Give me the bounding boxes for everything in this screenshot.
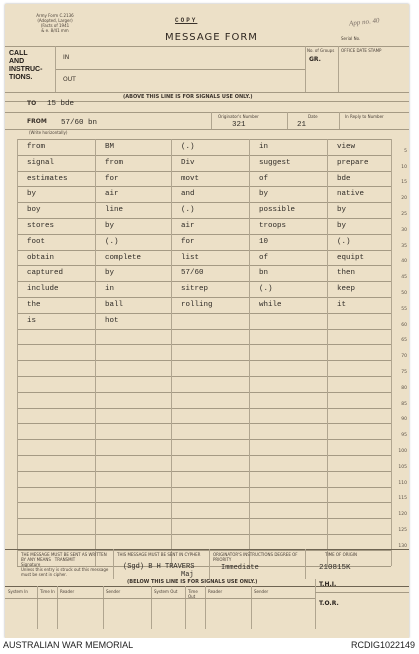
to-rule xyxy=(5,112,409,113)
message-word: captured xyxy=(27,269,64,278)
message-word: equipt xyxy=(337,253,365,262)
line-number: 100 xyxy=(398,449,407,454)
sent-as-written-label: THE MESSAGE MUST BE SENT AS WRITTEN BY ANY MEANS TRANSMIT Signature Unless this entry is struck out this message must be sent in cipher. xyxy=(21,552,109,577)
degree-of-priority-label: ORIGINATOR'S INSTRUCTIONS DEGREE OF PRIORITY xyxy=(213,552,298,562)
line-number: 70 xyxy=(401,354,407,360)
message-word: (.) xyxy=(105,237,119,246)
line-number: 130 xyxy=(398,543,407,549)
message-word: bn xyxy=(259,269,269,278)
line-number: 35 xyxy=(401,243,407,249)
message-word: air xyxy=(181,222,195,230)
message-word: prepare xyxy=(337,158,369,167)
grid-row-line xyxy=(17,534,391,535)
grid-row-line xyxy=(17,408,391,409)
header-rule-mid xyxy=(55,69,305,70)
signals-column-divider xyxy=(37,586,38,629)
grid-row-line xyxy=(17,376,391,377)
grid-row-line xyxy=(17,250,391,251)
grid-row-line xyxy=(17,360,391,361)
date-label: Date xyxy=(308,114,318,119)
grid-column-line xyxy=(17,139,18,566)
line-number: 125 xyxy=(398,528,407,533)
message-word: obtain xyxy=(27,253,55,262)
grid-column-line xyxy=(171,139,172,566)
line-number: 30 xyxy=(401,227,407,233)
line-number: 75 xyxy=(401,370,407,375)
time-of-origin-value: 210815K xyxy=(319,564,351,572)
line-number: 10 xyxy=(401,164,407,170)
line-number: 110 xyxy=(398,480,407,486)
grid-row-line xyxy=(17,218,391,219)
message-word: movt xyxy=(181,174,200,183)
message-word: signal xyxy=(27,158,55,167)
signals-column-divider xyxy=(205,586,206,629)
message-word: rolling xyxy=(181,301,213,309)
message-word: troops xyxy=(259,222,287,230)
grid-row-line xyxy=(17,297,391,298)
signals-only-line-top: (ABOVE THIS LINE IS FOR SIGNALS USE ONLY.) xyxy=(123,94,253,100)
no-of-groups-label: No. of Groups xyxy=(307,48,335,53)
line-number: 120 xyxy=(398,512,407,518)
signature-value: (Sgd) B H TRAVERS xyxy=(123,563,195,571)
header-divider-2 xyxy=(305,46,306,92)
gr-label: GR. xyxy=(309,56,321,63)
to-value: 15 bde xyxy=(47,100,75,108)
signals-column-divider xyxy=(251,586,252,629)
from-divider-3 xyxy=(339,112,340,129)
header-rule-bottom xyxy=(5,92,409,93)
call-and-instructions: CALL AND INSTRUC- TIONS. xyxy=(9,50,43,81)
archive-footer xyxy=(0,638,419,654)
signals-column-label: System In xyxy=(8,589,28,594)
message-word: of xyxy=(259,253,269,262)
grid-row-line xyxy=(17,234,391,235)
line-number: 5 xyxy=(404,148,407,154)
signals-column-divider xyxy=(185,586,186,629)
grid-column-line xyxy=(249,139,250,566)
message-word: hot xyxy=(105,316,119,325)
message-word: (.) xyxy=(181,143,195,151)
line-number: 65 xyxy=(401,338,407,344)
line-number: 95 xyxy=(401,433,407,439)
grid-row-line xyxy=(17,392,391,393)
to-label: TO xyxy=(27,100,37,107)
header-divider-1 xyxy=(55,46,56,92)
grid-row-line xyxy=(17,155,391,156)
message-word: stores xyxy=(27,222,55,230)
grid-row-line xyxy=(17,186,391,187)
archive-item-id: RCDIG1022149 xyxy=(350,640,415,650)
message-word: suggest xyxy=(259,158,291,167)
message-word: from xyxy=(105,158,124,167)
message-word: of xyxy=(259,174,269,183)
form-title: MESSAGE FORM xyxy=(165,32,258,43)
office-date-stamp-label: OFFICE DATE STAMP xyxy=(341,48,382,53)
in-reply-label: In Reply to Number xyxy=(345,114,384,119)
bottom-divider-3 xyxy=(305,549,306,579)
grid-row-line xyxy=(17,487,391,488)
out-label: OUT xyxy=(63,76,76,83)
message-word: for xyxy=(181,237,195,246)
tor-label: T.O.R. xyxy=(319,600,339,607)
line-number: 90 xyxy=(401,417,407,423)
message-word: estimates xyxy=(27,174,68,183)
bottom-divider-1 xyxy=(113,549,114,579)
message-word: line xyxy=(105,206,124,215)
message-word: by xyxy=(259,190,269,199)
thi-divider xyxy=(315,579,316,629)
grid-column-line xyxy=(327,139,328,566)
grid-row-line xyxy=(17,281,391,282)
message-word: possible xyxy=(259,206,296,215)
line-number: 20 xyxy=(401,196,407,202)
grid-column-line xyxy=(95,139,96,566)
army-form-reference: Army Form C.2136 (Adopted, Larger) (Facts of 1941 & e. 8/41 mm xyxy=(36,13,74,33)
signals-column-divider xyxy=(57,586,58,629)
message-word: complete xyxy=(105,253,142,262)
bottom-rule-signals xyxy=(5,586,409,587)
signals-header-rule xyxy=(5,598,315,599)
message-word: by xyxy=(105,222,115,230)
message-word: foot xyxy=(27,237,46,246)
grid-row-line xyxy=(17,313,391,314)
line-number: 40 xyxy=(401,259,407,265)
bottom-divider-2 xyxy=(209,549,210,579)
message-word: bde xyxy=(337,174,351,183)
line-number: 55 xyxy=(401,306,407,312)
line-number: 80 xyxy=(401,385,407,391)
header-rule-top xyxy=(5,46,409,47)
message-word: from xyxy=(27,143,46,151)
message-word: 10 xyxy=(259,237,269,246)
message-word: by xyxy=(27,190,37,199)
message-word: BM xyxy=(105,143,115,151)
line-number: 45 xyxy=(401,275,407,281)
signals-column-label: Sender xyxy=(254,589,269,594)
in-label: IN xyxy=(63,54,70,61)
signals-column-label: Time In xyxy=(40,589,55,594)
signals-column-label: System Out xyxy=(154,589,178,594)
message-word: view xyxy=(337,143,356,151)
signals-column-divider xyxy=(103,586,104,629)
message-word: 57/60 xyxy=(181,269,204,278)
signals-column-label: Reader xyxy=(60,589,75,594)
header-divider-3 xyxy=(338,46,339,92)
message-word: list xyxy=(181,253,200,262)
line-number: 105 xyxy=(398,464,407,470)
time-of-origin-label: TIME OF ORIGIN xyxy=(325,552,357,557)
message-word: keep xyxy=(337,285,356,294)
message-word: (.) xyxy=(259,285,273,294)
grid-row-line xyxy=(17,171,391,172)
message-word: sitrep xyxy=(181,285,209,294)
thi-label: T.H.I. xyxy=(319,581,337,588)
grid-row-line xyxy=(17,202,391,203)
message-word: air xyxy=(105,190,119,199)
message-word: then xyxy=(337,269,356,278)
message-word: include xyxy=(27,285,59,294)
message-word: it xyxy=(337,301,347,309)
grid-row-line xyxy=(17,439,391,440)
message-word: is xyxy=(27,316,37,325)
line-number: 60 xyxy=(401,322,407,328)
message-word: native xyxy=(337,190,365,199)
signals-column-divider xyxy=(151,586,152,629)
grid-row-line xyxy=(17,139,391,140)
grid-row-line xyxy=(17,471,391,472)
signals-column-label: Time Out xyxy=(188,589,198,599)
grid-row-line xyxy=(17,344,391,345)
message-word: boy xyxy=(27,206,41,215)
message-word: and xyxy=(181,190,195,199)
line-number: 25 xyxy=(401,212,407,217)
message-word: by xyxy=(105,269,115,278)
originators-number-value: 321 xyxy=(232,121,246,129)
line-number: 85 xyxy=(401,401,407,407)
message-word: (.) xyxy=(181,206,195,215)
message-word: the xyxy=(27,301,41,309)
rank-value: Maj xyxy=(181,571,194,579)
originators-number-label: Originator's Number xyxy=(218,114,259,119)
message-word: in xyxy=(259,143,269,151)
line-number: 115 xyxy=(398,496,407,502)
grid-row-line xyxy=(17,455,391,456)
grid-row-line xyxy=(17,423,391,424)
signals-column-label: Sender xyxy=(106,589,121,594)
from-value: 57/60 bn xyxy=(61,119,98,127)
grid-row-line xyxy=(17,502,391,503)
write-horizontally-label: (Write horizontally) xyxy=(29,130,68,135)
message-form-sheet xyxy=(5,4,409,638)
degree-of-priority-value: Immediate xyxy=(221,564,259,572)
from-divider-2 xyxy=(287,112,288,129)
bottom-rule-top xyxy=(5,549,409,550)
message-word: in xyxy=(105,285,115,294)
copy-label: COPY xyxy=(175,17,198,24)
line-number: 50 xyxy=(401,291,407,296)
message-word: by xyxy=(337,222,347,230)
message-word: Div xyxy=(181,158,195,167)
line-number: 15 xyxy=(401,180,407,186)
signals-column-label: Reader xyxy=(208,589,223,594)
cypher-label: THIS MESSAGE MUST BE SENT IN CYPHER xyxy=(117,552,201,557)
date-value: 21 xyxy=(297,121,307,129)
grid-row-line xyxy=(17,265,391,266)
grid-column-line xyxy=(391,139,392,566)
grid-row-line xyxy=(17,329,391,330)
grid-row-line xyxy=(17,518,391,519)
signals-only-line-bottom: (BELOW THIS LINE IS FOR SIGNALS USE ONLY.) xyxy=(127,579,258,585)
message-word: for xyxy=(105,174,119,183)
from-label: FROM xyxy=(27,118,47,125)
message-word: (.) xyxy=(337,237,351,246)
archive-name: AUSTRALIAN WAR MEMORIAL xyxy=(3,640,134,650)
serial-no-label: Serial No. xyxy=(341,36,361,41)
handwritten-annotation: App no. 40 xyxy=(348,16,380,28)
message-word: while xyxy=(259,301,282,309)
from-divider-1 xyxy=(211,112,212,129)
message-word: ball xyxy=(105,301,124,309)
message-word: by xyxy=(337,206,347,215)
thi-rule xyxy=(315,592,409,593)
